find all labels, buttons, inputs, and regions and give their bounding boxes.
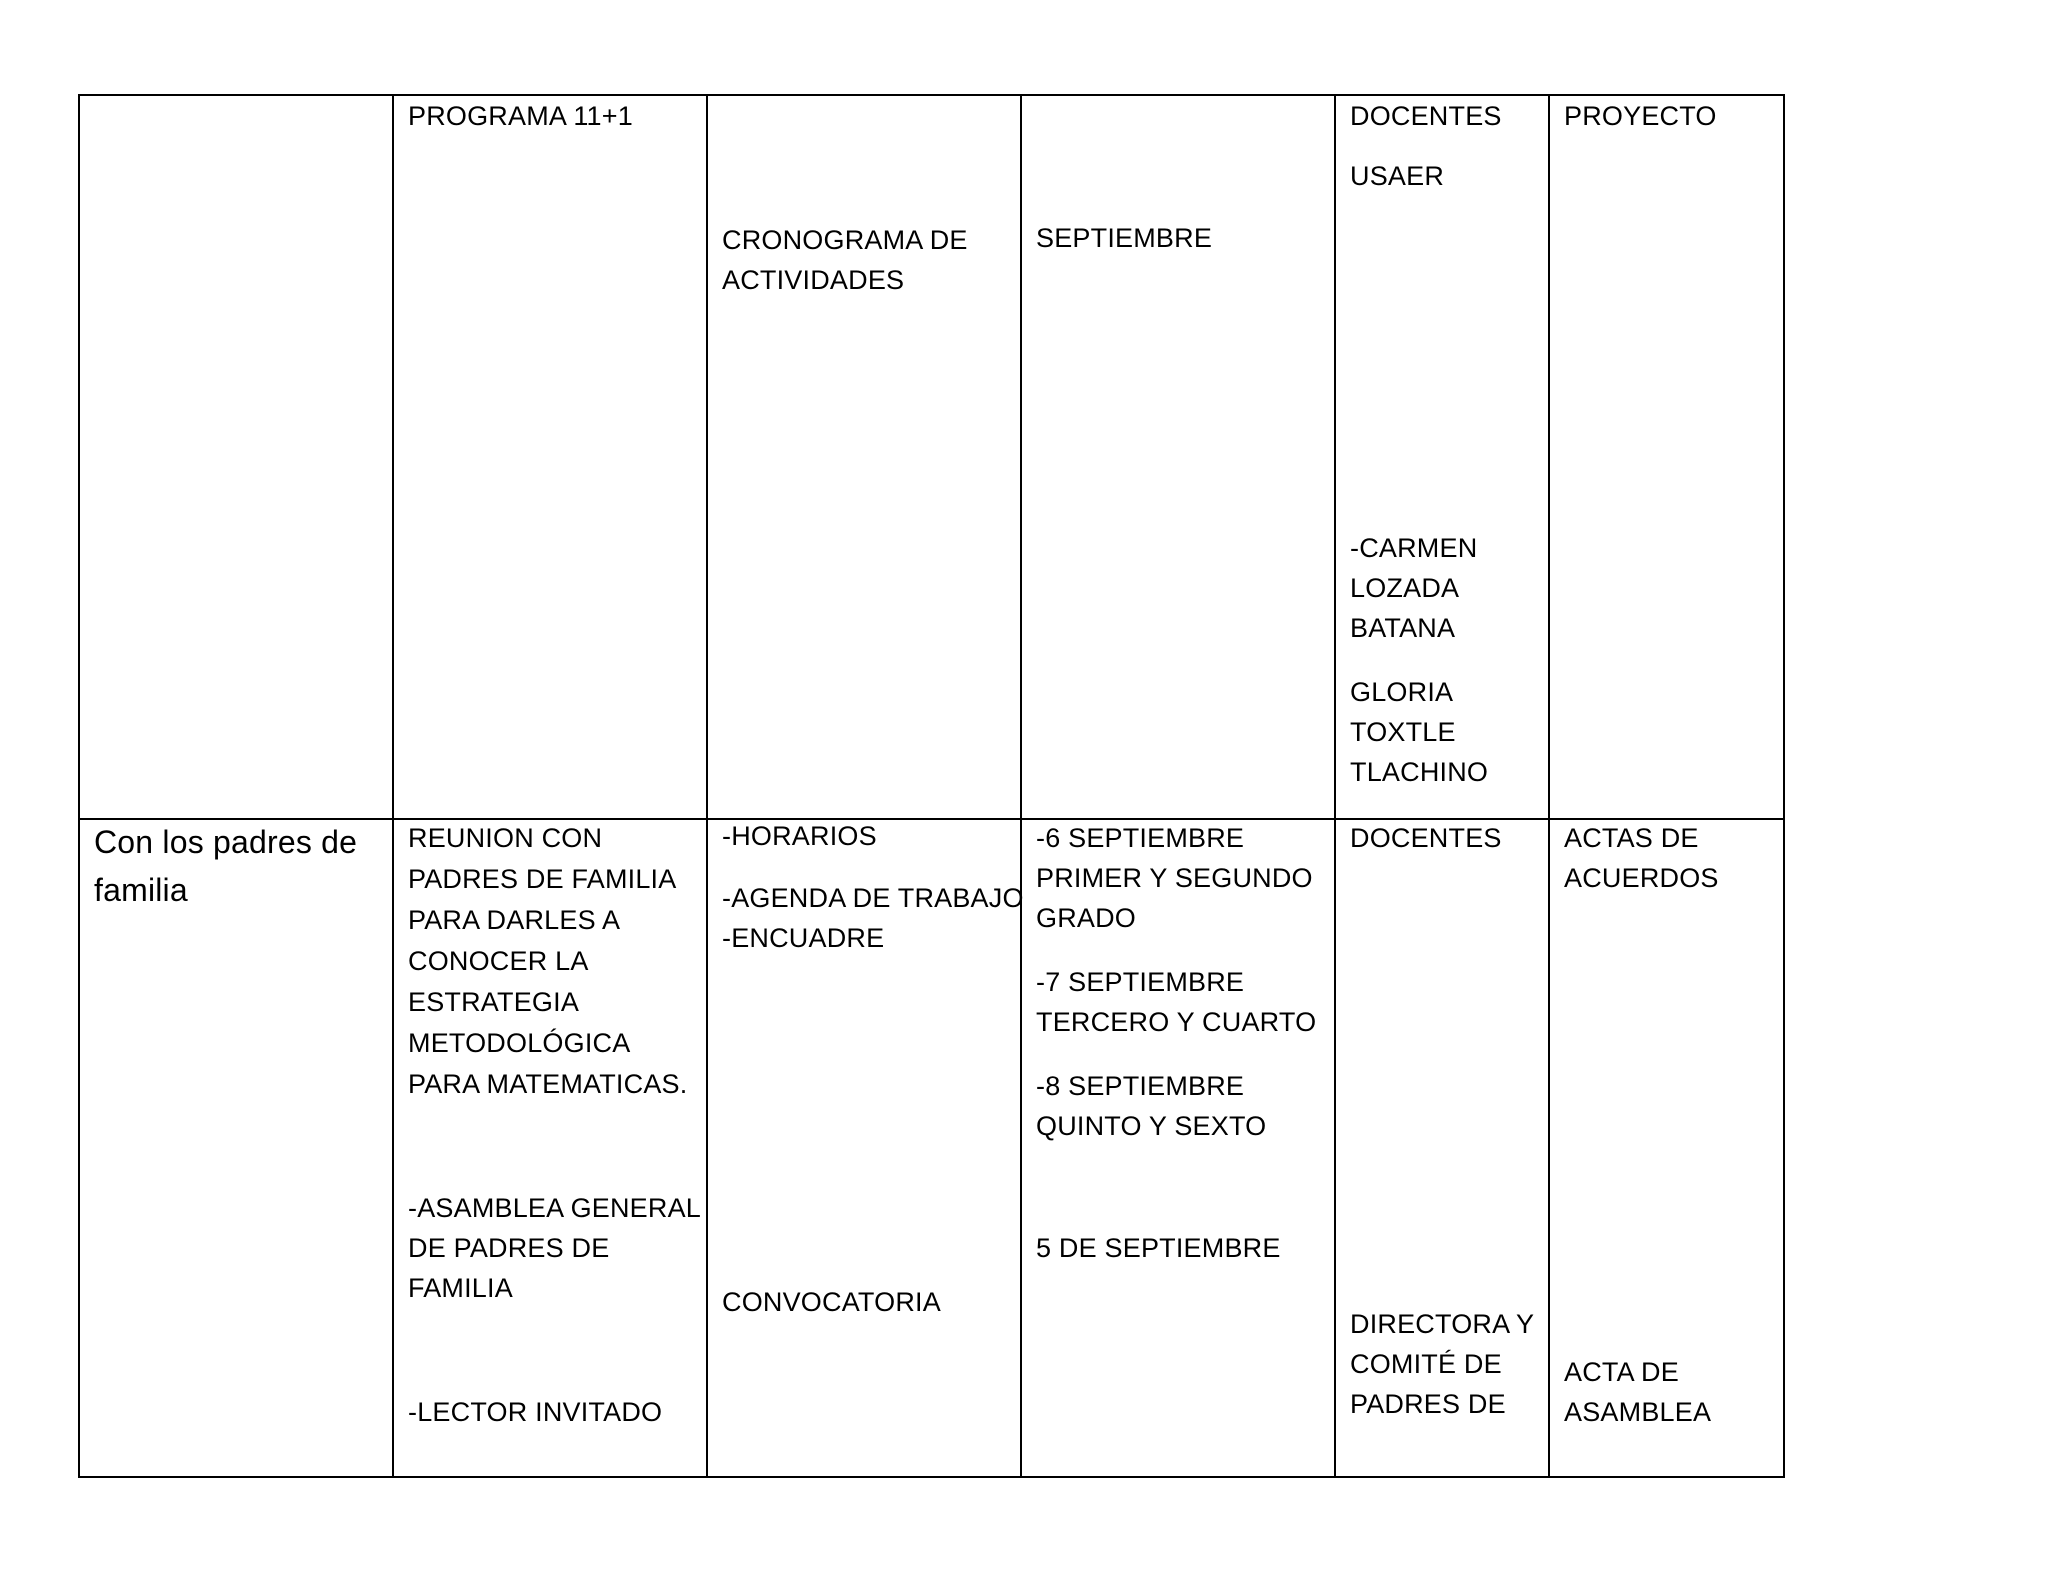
row2-col2-reunion: REUNION CON PADRES DE FAMILIA PARA DARLES A CONOCER LA ESTRATEGIA METODOLÓGICA PARA MATEMATICAS.	[408, 823, 688, 1099]
row2-col4-6sept: -6 SEPTIEMBRE PRIMER Y SEGUNDO GRADO	[1036, 823, 1313, 933]
column-divider	[392, 96, 394, 1476]
row2-col3-agenda: -AGENDA DE TRABAJO -ENCUADRE	[722, 883, 1024, 953]
row1-col5-carmen: -CARMEN LOZADA BATANA	[1350, 533, 1478, 643]
row2-col6-actas: ACTAS DE ACUERDOS	[1564, 823, 1719, 893]
row2-col4-7sept: -7 SEPTIEMBRE TERCERO Y CUARTO	[1036, 967, 1317, 1037]
row1-col5-docentes: DOCENTES	[1350, 101, 1502, 131]
column-divider	[706, 96, 708, 1476]
activities-table	[78, 94, 1785, 1478]
row1-col5-usaer: USAER	[1350, 161, 1445, 191]
row2-col4-5sept: 5 DE SEPTIEMBRE	[1036, 1233, 1281, 1263]
row2-col6-acta-asamblea: ACTA DE ASAMBLEA	[1564, 1357, 1712, 1427]
row2-col5-docentes: DOCENTES	[1350, 823, 1502, 853]
column-divider	[1334, 96, 1336, 1476]
row1-col3-text: CRONOGRAMA DE ACTIVIDADES	[722, 225, 968, 295]
column-divider	[1548, 96, 1550, 1476]
row1-col4-text: SEPTIEMBRE	[1036, 223, 1213, 253]
row2-col1-text: Con los padres de familia	[94, 824, 358, 908]
row2-col5-directora: DIRECTORA Y COMITÉ DE PADRES DE	[1350, 1309, 1535, 1419]
row2-col3-horarios: -HORARIOS	[722, 821, 877, 851]
row1-col6-text: PROYECTO	[1564, 101, 1717, 131]
row2-col4-8sept: -8 SEPTIEMBRE QUINTO Y SEXTO	[1036, 1071, 1267, 1141]
row2-col2-lector: -LECTOR INVITADO	[408, 1397, 663, 1427]
row2-col3-convocatoria: CONVOCATORIA	[722, 1287, 941, 1317]
row1-col5-gloria: GLORIA TOXTLE TLACHINO	[1350, 677, 1489, 787]
row2-col2-asamblea: -ASAMBLEA GENERAL DE PADRES DE FAMILIA	[408, 1193, 702, 1303]
row1-col2-text: PROGRAMA 11+1	[408, 101, 633, 131]
column-divider	[1020, 96, 1022, 1476]
